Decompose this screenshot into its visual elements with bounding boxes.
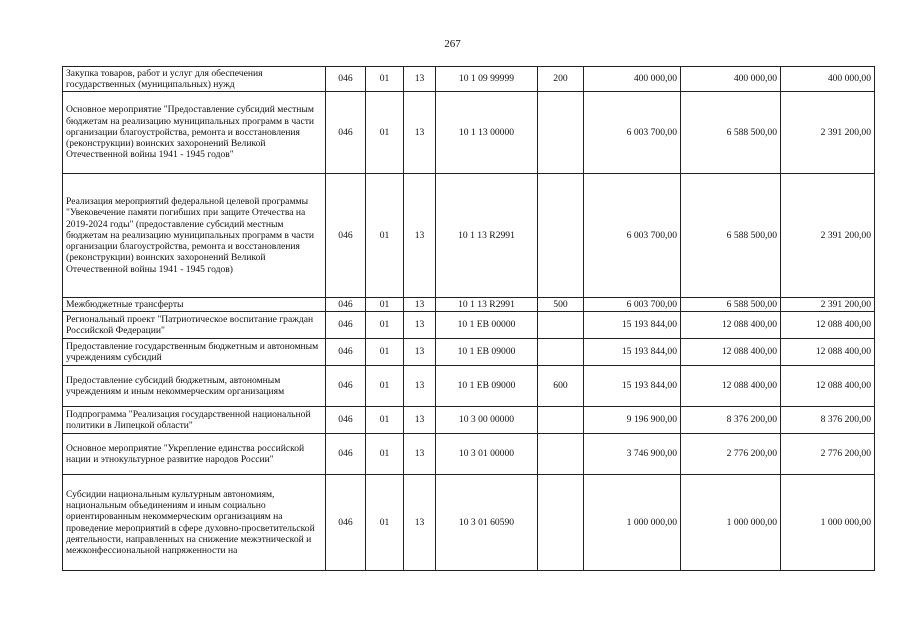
sum-year-1: 9 196 900,00: [584, 407, 681, 434]
target-code: 10 3 01 00000: [436, 434, 538, 475]
table-row: [63, 434, 875, 475]
admin-code: 046: [326, 174, 366, 298]
sum-year-3: 400 000,00: [781, 67, 875, 92]
row-name: Субсидии национальным культурным автономиям, национальным объединениям и иным социально ориентированным некоммерческим организациям на проведение мероприятий в сфере духовно-просветительской деятельности, направленных на снижение межэтнической и межконфессиональной напряженности на: [63, 475, 326, 571]
expense-type-code: 600: [538, 366, 584, 407]
row-name: Межбюджетные трансферты: [63, 298, 326, 312]
expense-type-code: [538, 475, 584, 571]
row-name: Реализация мероприятий федеральной целевой программы "Увековечение памяти погибших при защите Отечества на 2019-2024 годы" (предоставление субсидий местным бюджетам на реализацию муниципальных программ в части организации благоустройства, ремонта и восстановления (реконструкции) воинских захоронений Великой Отечественной войны 1941 - 1945 годов): [63, 174, 326, 298]
subsection-code: 13: [404, 174, 436, 298]
target-code: 10 3 01 60590: [436, 475, 538, 571]
row-name: Подпрограмма "Реализация государственной национальной политики в Липецкой области": [63, 407, 326, 434]
expense-type-code: [538, 339, 584, 366]
sum-year-2: 6 588 500,00: [681, 298, 781, 312]
table-row: [63, 67, 875, 92]
admin-code: 046: [326, 339, 366, 366]
sum-year-3: 8 376 200,00: [781, 407, 875, 434]
sum-year-1: 1 000 000,00: [584, 475, 681, 571]
sum-year-2: 6 588 500,00: [681, 92, 781, 174]
admin-code: 046: [326, 298, 366, 312]
sum-year-2: 1 000 000,00: [681, 475, 781, 571]
admin-code: 046: [326, 312, 366, 339]
sum-year-1: 15 193 844,00: [584, 366, 681, 407]
section-code: 01: [366, 92, 404, 174]
target-code: 10 1 13 R2991: [436, 298, 538, 312]
sum-year-3: 1 000 000,00: [781, 475, 875, 571]
sum-year-1: 15 193 844,00: [584, 312, 681, 339]
target-code: 10 1 09 99999: [436, 67, 538, 92]
section-code: 01: [366, 67, 404, 92]
admin-code: 046: [326, 434, 366, 475]
admin-code: 046: [326, 92, 366, 174]
sum-year-3: 12 088 400,00: [781, 312, 875, 339]
sum-year-1: 400 000,00: [584, 67, 681, 92]
sum-year-2: 400 000,00: [681, 67, 781, 92]
row-name: Предоставление государственным бюджетным и автономным учреждениям субсидий: [63, 339, 326, 366]
subsection-code: 13: [404, 312, 436, 339]
sum-year-3: 12 088 400,00: [781, 366, 875, 407]
expense-type-code: [538, 434, 584, 475]
expense-type-code: [538, 407, 584, 434]
sum-year-3: 12 088 400,00: [781, 339, 875, 366]
admin-code: 046: [326, 475, 366, 571]
row-name: Предоставление субсидий бюджетным, автономным учреждениям и иным некоммерческим организациям: [63, 366, 326, 407]
sum-year-1: 6 003 700,00: [584, 92, 681, 174]
subsection-code: 13: [404, 92, 436, 174]
section-code: 01: [366, 339, 404, 366]
section-code: 01: [366, 407, 404, 434]
subsection-code: 13: [404, 366, 436, 407]
subsection-code: 13: [404, 67, 436, 92]
target-code: 10 1 EB 09000: [436, 339, 538, 366]
expense-type-code: [538, 312, 584, 339]
table-row: [63, 298, 875, 312]
sum-year-3: 2 391 200,00: [781, 298, 875, 312]
subsection-code: 13: [404, 434, 436, 475]
target-code: 10 1 13 00000: [436, 92, 538, 174]
section-code: 01: [366, 174, 404, 298]
row-name: Закупка товаров, работ и услуг для обеспечения государственных (муниципальных) нужд: [63, 67, 326, 92]
sum-year-2: 12 088 400,00: [681, 366, 781, 407]
target-code: 10 1 EB 09000: [436, 366, 538, 407]
subsection-code: 13: [404, 298, 436, 312]
subsection-code: 13: [404, 407, 436, 434]
table-row: [63, 339, 875, 366]
table-row: [63, 366, 875, 407]
sum-year-1: 15 193 844,00: [584, 339, 681, 366]
sum-year-1: 3 746 900,00: [584, 434, 681, 475]
expense-type-code: [538, 92, 584, 174]
sum-year-2: 8 376 200,00: [681, 407, 781, 434]
sum-year-3: 2 391 200,00: [781, 174, 875, 298]
admin-code: 046: [326, 407, 366, 434]
sum-year-1: 6 003 700,00: [584, 298, 681, 312]
target-code: 10 1 13 R2991: [436, 174, 538, 298]
sum-year-3: 2 391 200,00: [781, 92, 875, 174]
target-code: 10 3 00 00000: [436, 407, 538, 434]
table-row: [63, 92, 875, 174]
table-row: [63, 174, 875, 298]
row-name: Региональный проект "Патриотическое воспитание граждан Российской Федерации": [63, 312, 326, 339]
subsection-code: 13: [404, 475, 436, 571]
sum-year-2: 12 088 400,00: [681, 339, 781, 366]
expense-type-code: 200: [538, 67, 584, 92]
table-row: [63, 312, 875, 339]
sum-year-3: 2 776 200,00: [781, 434, 875, 475]
sum-year-2: 6 588 500,00: [681, 174, 781, 298]
sum-year-2: 2 776 200,00: [681, 434, 781, 475]
sum-year-2: 12 088 400,00: [681, 312, 781, 339]
row-name: Основное мероприятие "Укрепление единства российской нации и этнокультурное развитие народов России": [63, 434, 326, 475]
budget-table: [62, 66, 875, 571]
target-code: 10 1 EB 00000: [436, 312, 538, 339]
row-name: Основное мероприятие "Предоставление субсидий местным бюджетам на реализацию муниципальных программ в части организации благоустройства, ремонта и восстановления (реконструкции) воинских захоронений Великой Отечественной войны 1941 - 1945 годов": [63, 92, 326, 174]
table-row: [63, 407, 875, 434]
section-code: 01: [366, 312, 404, 339]
section-code: 01: [366, 366, 404, 407]
expense-type-code: 500: [538, 298, 584, 312]
expense-type-code: [538, 174, 584, 298]
admin-code: 046: [326, 366, 366, 407]
table-row: [63, 475, 875, 571]
section-code: 01: [366, 475, 404, 571]
section-code: 01: [366, 434, 404, 475]
admin-code: 046: [326, 67, 366, 92]
subsection-code: 13: [404, 339, 436, 366]
page-number: 267: [444, 38, 461, 50]
sum-year-1: 6 003 700,00: [584, 174, 681, 298]
section-code: 01: [366, 298, 404, 312]
